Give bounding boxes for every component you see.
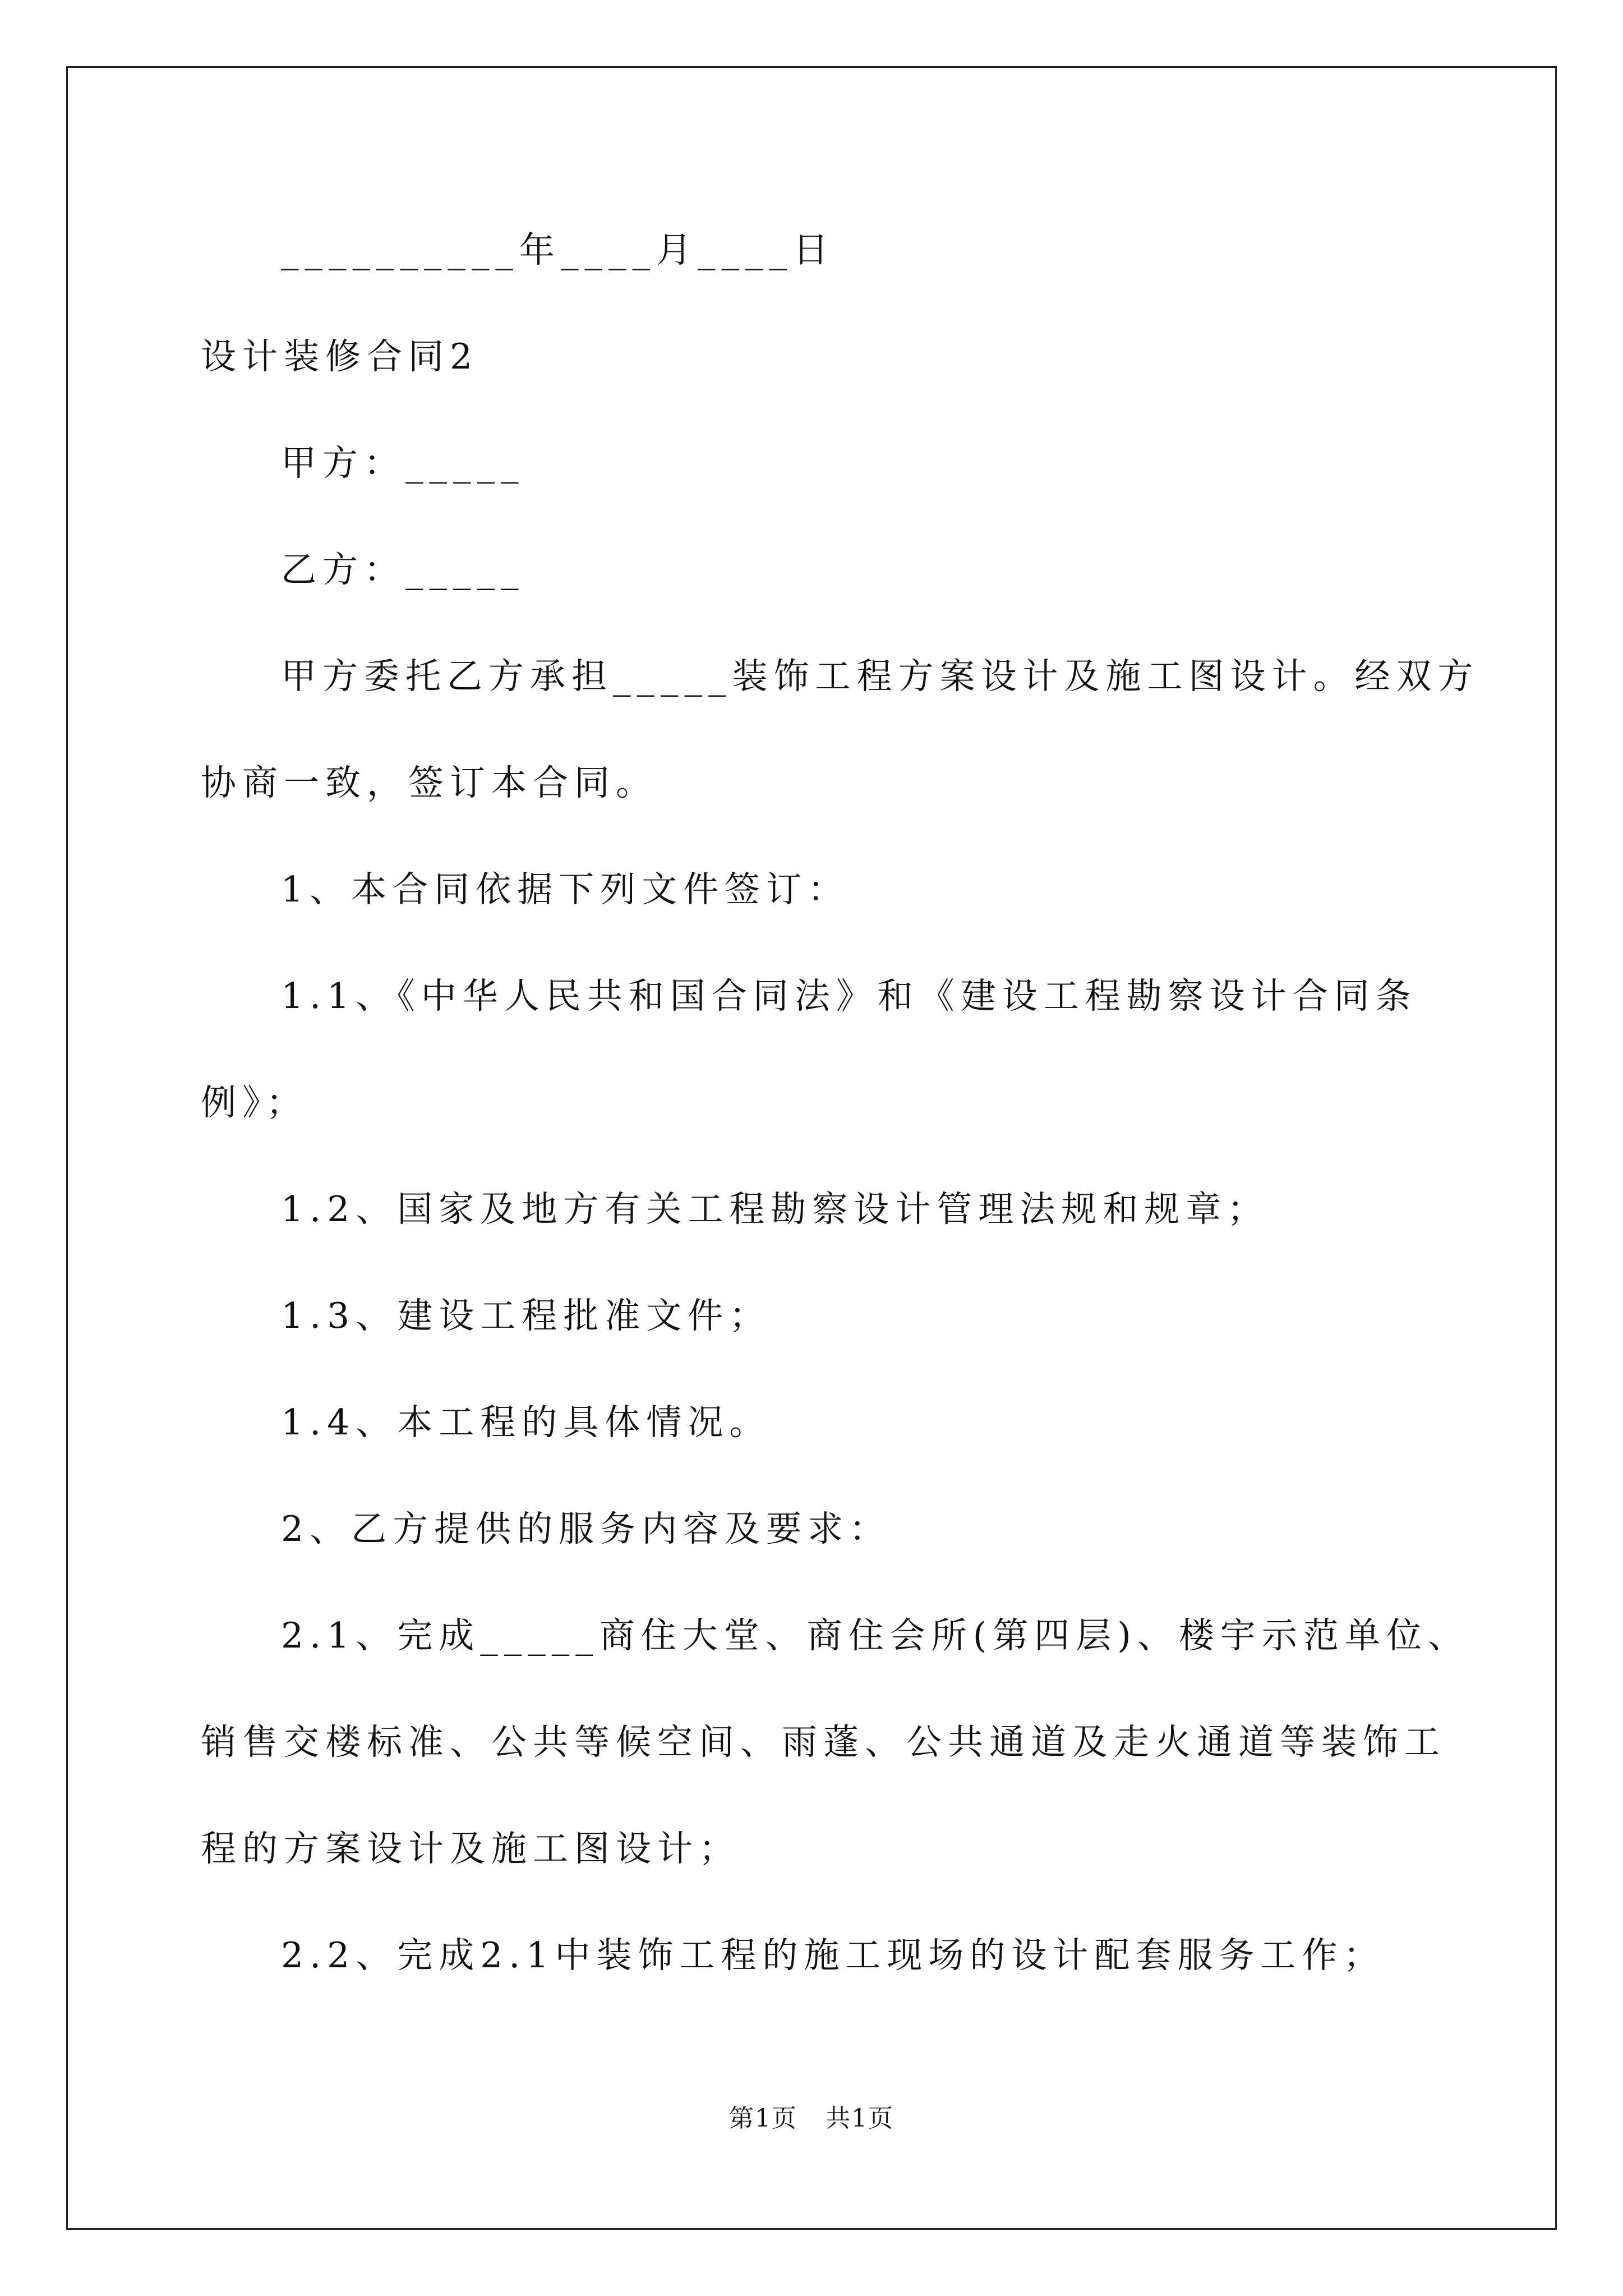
- page-number: 第1页: [729, 2104, 797, 2133]
- party-b-line: 乙方：_____: [281, 549, 525, 590]
- page-footer: [0, 2098, 1623, 2134]
- clause-2-1-cont: 销售交楼标准、公共等候空间、雨蓬、公共通道及走火通道等装饰工: [201, 1722, 1446, 1763]
- document-title: 设计装修合同2: [201, 336, 479, 377]
- page-total: 共1页: [826, 2104, 894, 2133]
- clause-1-4: 1.4、本工程的具体情况。: [281, 1402, 771, 1443]
- paragraph-intro: 甲方委托乙方承担_____装饰工程方案设计及施工图设计。经双方: [281, 656, 1479, 697]
- clause-2-2: 2.2、完成2.1中装饰工程的施工现场的设计配套服务工作；: [281, 1935, 1385, 1976]
- clause-1: 1、本合同依据下列文件签订：: [281, 869, 850, 910]
- clause-2-1-cont-2: 程的方案设计及施工图设计；: [201, 1828, 740, 1869]
- clause-2-1: 2.1、完成_____商住大堂、商住会所(第四层)、楼宇示范单位、: [281, 1615, 1469, 1656]
- page-border: [66, 66, 1557, 2230]
- clause-2: 2、乙方提供的服务内容及要求：: [281, 1508, 891, 1549]
- party-a-line: 甲方：_____: [281, 443, 525, 484]
- clause-1-1: 1.1、《中华人民共和国合同法》和《建设工程勘察设计合同条: [281, 976, 1417, 1016]
- clause-1-3: 1.3、建设工程批准文件；: [281, 1295, 771, 1336]
- clause-1-1-cont: 例》；: [201, 1082, 308, 1123]
- clause-1-2: 1.2、国家及地方有关工程勘察设计管理法规和规章；: [281, 1189, 1269, 1230]
- paragraph-intro-cont: 协商一致，签订本合同。: [201, 762, 657, 803]
- date-line: __________年____月____日: [281, 229, 834, 270]
